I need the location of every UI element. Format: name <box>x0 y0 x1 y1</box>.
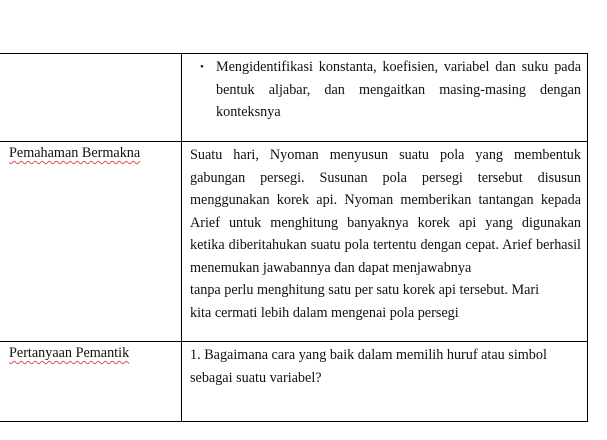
text-line: gabungan persegi. Susunan pola persegi tersebut disusun <box>190 169 581 186</box>
text-line: menemukan jawabannya dan dapat menjawabnya <box>190 259 472 276</box>
bullet-icon: • <box>200 61 204 73</box>
lesson-plan-table <box>0 53 588 422</box>
text-line: ketika diberitahukan suatu pola tertentu dengan cepat. Arief berhasil <box>190 237 581 253</box>
row-label-pemahaman-bermakna: Pemahaman Bermakna <box>9 145 141 161</box>
text-line: Arief untuk menghitung banyaknya korek api yang digunakan <box>190 214 581 231</box>
text-line: Suatu hari, Nyoman menyusun suatu pola yang membentuk <box>190 147 581 163</box>
table-row-pertanyaan-pemantik <box>0 342 588 422</box>
text-line: kita cermati lebih dalam mengenai pola persegi <box>190 304 459 321</box>
bullet-text: Mengidentifikasi konstanta, koefisien, variabel dan suku pada bentuk aljabar, dan mengaitkan masing-masing dengan konteksnya <box>216 59 581 120</box>
bullet-item <box>190 54 581 124</box>
pertanyaan-pemantik-text: 1. Bagaimana cara yang baik dalam memilih huruf atau simbol sebagai suatu variabel? <box>182 342 588 422</box>
text-line: tanpa perlu menghitung satu per satu korek api tersebut. Mari <box>190 282 540 298</box>
objective-cell <box>182 54 588 142</box>
row-label-empty <box>0 54 182 142</box>
pemahaman-bermakna-text <box>182 142 588 342</box>
table-row-pemahaman-bermakna <box>0 142 588 342</box>
row-label-pertanyaan-pemantik: Pertanyaan Pemantik <box>9 345 130 361</box>
table-row-objective <box>0 54 588 142</box>
text-line: menggunakan korek api. Nyoman memberikan tantangan kepada <box>190 192 581 208</box>
